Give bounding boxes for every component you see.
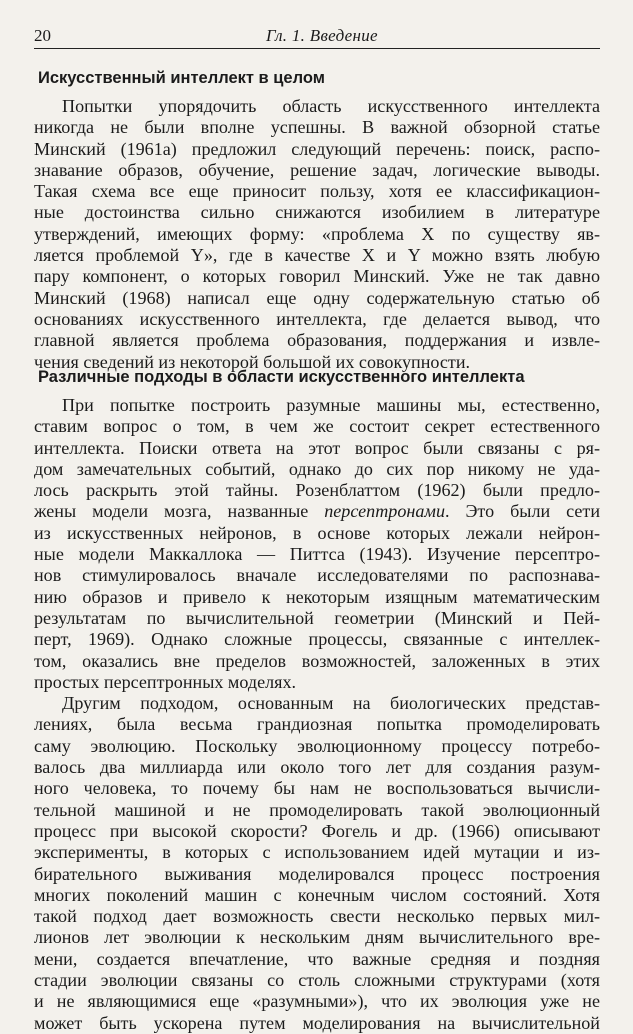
- text-line: может быть ускорена путем моделирования на вычислительной: [34, 1012, 600, 1033]
- text-line: ставим вопрос о том, в чем же состоит секрет естественного: [34, 416, 600, 437]
- text-line: При попытке построить разумные машины мы, естественно,: [62, 395, 600, 415]
- text-line-with-italic: [34, 501, 600, 522]
- text-line: чения сведений из некоторой большой их совокупности.: [34, 351, 471, 372]
- text-line: лениях, была весьма грандиозная попытка промоделировать: [34, 714, 600, 735]
- text-line: главной является проблема образования, поддержания и извле-: [34, 330, 600, 351]
- text-line: процесс при высокой скорости? Фогель и др. (1966) описывают: [34, 820, 600, 841]
- text-line: тельной машиной и не промоделировать такой эволюционный: [34, 799, 600, 820]
- text-fragment: . Это были сети: [445, 501, 600, 522]
- text-line: ные модели Маккаллока — Питтса (1943). Изучение персептро-: [34, 544, 600, 565]
- text-line: ляется проблемой Y», где в качестве X и Y можно взять любую: [34, 245, 600, 266]
- text-line: Такая схема все еще приносит пользу, хотя ее классификацион-: [34, 181, 600, 202]
- section-heading-ai-general: Искусственный интеллект в целом: [38, 69, 325, 87]
- text-line: стадии эволюции связаны со столь сложными структурами (хотя: [34, 970, 600, 991]
- text-line: Минский (1968) написал еще одну содержательную статью об: [34, 287, 600, 308]
- text-line: Другим подходом, основанным на биологических представ-: [62, 693, 600, 714]
- book-page: [34, 0, 600, 1033]
- text-line: простых персептронных моделях.: [34, 671, 297, 692]
- text-line: нов стимулировалось вначале исследователями по распознава-: [34, 565, 600, 586]
- section-body-ai-approaches: [34, 395, 600, 1034]
- text-line: Минский (1961а) предложил следующий перечень: поиск, распо-: [34, 138, 600, 159]
- page-number: 20: [34, 26, 51, 45]
- text-line: лионов лет эволюции к нескольким дням вычислительного вре-: [34, 927, 600, 948]
- text-line: такой подход дает возможность свести несколько первых мил-: [34, 906, 600, 927]
- running-head: [34, 24, 600, 49]
- section-heading-ai-approaches: Различные подходы в области искусственного интеллекта: [38, 368, 525, 386]
- text-line: никогда не были вполне успешны. В важной обзорной статье: [34, 117, 600, 138]
- text-line: результатам по вычислительной геометрии (Минский и Пей-: [34, 607, 600, 628]
- text-line: утверждений, имеющих форму: «проблема X по существу яв-: [34, 223, 600, 244]
- text-line: пару компонент, о которых говорил Минский. Уже не так давно: [34, 266, 600, 287]
- text-line: и не являющимися еще «разумными»), что их эволюция уже не: [34, 991, 600, 1012]
- text-line: эксперименты, в которых с использованием идей мутации и из-: [34, 842, 600, 863]
- text-line: дом замечательных событий, однако до сих пор никому не уда-: [34, 458, 600, 479]
- text-line: валось два миллиарда или около того лет для создания разум-: [34, 757, 600, 778]
- text-line: лось раскрыть этой тайны. Розенблаттом (1962) были предло-: [34, 480, 600, 501]
- text-line: основаниях искусственного интеллекта, где делается вывод, что: [34, 308, 600, 329]
- text-line: знавание образов, обучение, решение задач, логические выводы.: [34, 159, 600, 180]
- text-line: ные достоинства сильно снижаются изобилием в литературе: [34, 202, 600, 223]
- text-line: нию образов и привело к некоторым изящным математическим: [34, 586, 600, 607]
- italic-term-perceptrons: персептронами: [324, 501, 446, 522]
- text-line: том, оказались вне пределов возможностей, заложенных в этих: [34, 650, 600, 671]
- text-line: бирательного выживания моделировался процесс построения: [34, 863, 600, 884]
- text-line: из искусственных нейронов, в основе которых лежали нейрон-: [34, 522, 600, 543]
- section-body-ai-general: [34, 96, 600, 373]
- text-line: ного человека, то почему бы нам не воспользоваться вычисли-: [34, 778, 600, 799]
- text-fragment: жены модели мозга, названные: [34, 501, 325, 522]
- text-line: Попытки упорядочить область искусственного интеллекта: [62, 96, 600, 116]
- text-line: многих поколений машин с конечным числом состояний. Хотя: [34, 884, 600, 905]
- text-line: перт, 1969). Однако сложные процессы, связанные с интеллек-: [34, 629, 600, 650]
- text-line: мени, создается впечатление, что важные средняя и поздняя: [34, 948, 600, 969]
- text-line: саму эволюцию. Поскольку эволюционному процессу потребо-: [34, 735, 600, 756]
- text-line: интеллекта. Поиски ответа на этот вопрос были связаны с ря-: [34, 437, 600, 458]
- chapter-title: Гл. 1. Введение: [266, 26, 378, 45]
